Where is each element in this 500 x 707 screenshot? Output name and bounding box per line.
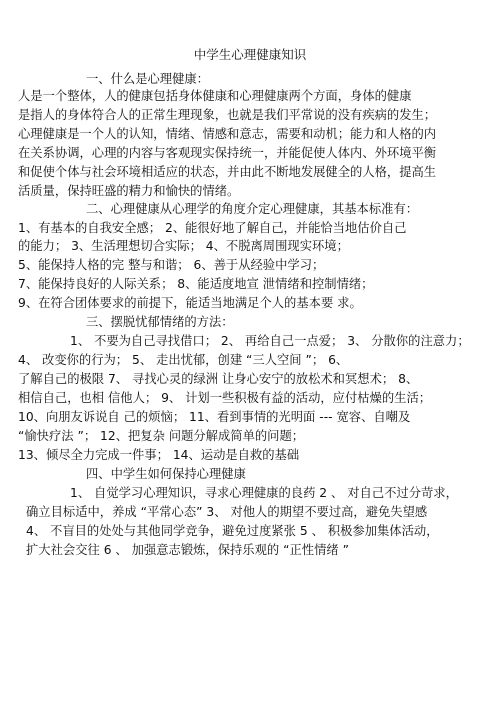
list-line: 13、倾尽全力完成一件事； 14、运动是自救的基础: [18, 448, 300, 462]
section-2-heading: 二、心理健康从心理学的角度介定心理健康，其基本标准有：: [86, 202, 419, 216]
list-line: 1、 自觉学习心理知识，寻求心理健康的良药 2 、 对自己不过分苛求，: [70, 486, 458, 500]
list-line: 1、 不要为自己寻找借口； 2、 再给自己一点爱； 3、 分散你的注意力；: [70, 334, 470, 348]
section-4-heading: 四、中学生如何保持心理健康: [86, 467, 246, 481]
paragraph-line: 心理健康是一个人的认知，情绪、情感和意志，需要和动机；能力和人格的内: [18, 127, 437, 141]
paragraph-line: 活质量，保持旺盛的精力和愉快的情绪。: [18, 184, 240, 198]
list-line: 确立目标适中，养成 “平常心态” 3、 对他人的期望不要过高，避免失望感: [26, 505, 428, 519]
paragraph-line: 人是一个整体，人的健康包括身体健康和心理健康两个方面，身体的健康: [18, 89, 412, 103]
paragraph-line: 在关系协调，心理的内容与客观现实保持统一，并能促使人体内、外环境平衡: [18, 146, 437, 160]
section-3-heading: 三、摆脱忧郁情绪的方法：: [86, 315, 234, 329]
list-line: 的能力； 3、生活理想切合实际； 4、不脱离周围现实环境；: [18, 239, 349, 253]
list-line: 5、能保持人格的完 整与和谐； 6、善于从经验中学习；: [18, 258, 325, 272]
section-1-heading: 一、什么是心理健康：: [86, 72, 209, 86]
list-line: 扩大社会交往 6 、 加强意志锻炼，保持乐观的 “正性情绪 ”: [26, 543, 349, 557]
list-line: 了解自己的极限 7、 寻找心灵的绿洲 让身心安宁的放松术和冥想术； 8、: [18, 372, 419, 386]
list-line: 9、在符合团体要求的前提下，能适当地满足个人的基本要 求。: [18, 296, 362, 310]
list-line: 10、向朋友诉说自 己的烦恼； 11、看到事情的光明面 --- 宽容、自嘲及: [18, 410, 411, 424]
list-line: 1、有基本的自我安全感； 2、能很好地了解自己，并能恰当地估价自己: [18, 221, 407, 235]
list-line: 4、 改变你的行为； 5、 走出忧郁，创建 “三人空间 ”； 6、: [18, 353, 349, 367]
list-line: 7、能保持良好的人际关系； 8、能适度地宣 泄情绪和控制情绪；: [18, 277, 374, 291]
list-line: “愉快疗法 ”； 12、把复杂 问题分解成简单的问题；: [18, 429, 305, 443]
paragraph-line: 和促使个体与社会环境相适应的状态，并由此不断地发展健全的人格，提高生: [18, 165, 437, 179]
list-line: 4、 不盲目的处处与其他同学竞争，避免过度紧张 5 、 积极参加集体活动，: [26, 524, 439, 538]
document-title: 中学生心理健康知识: [193, 47, 307, 62]
paragraph-line: 是指人的身体符合人的正常生理现象，也就是我们平常说的没有疾病的发生；: [18, 108, 437, 122]
list-line: 相信自己，也相 信他人； 9、 计划一些积极有益的活动，应付枯燥的生活；: [18, 391, 432, 405]
